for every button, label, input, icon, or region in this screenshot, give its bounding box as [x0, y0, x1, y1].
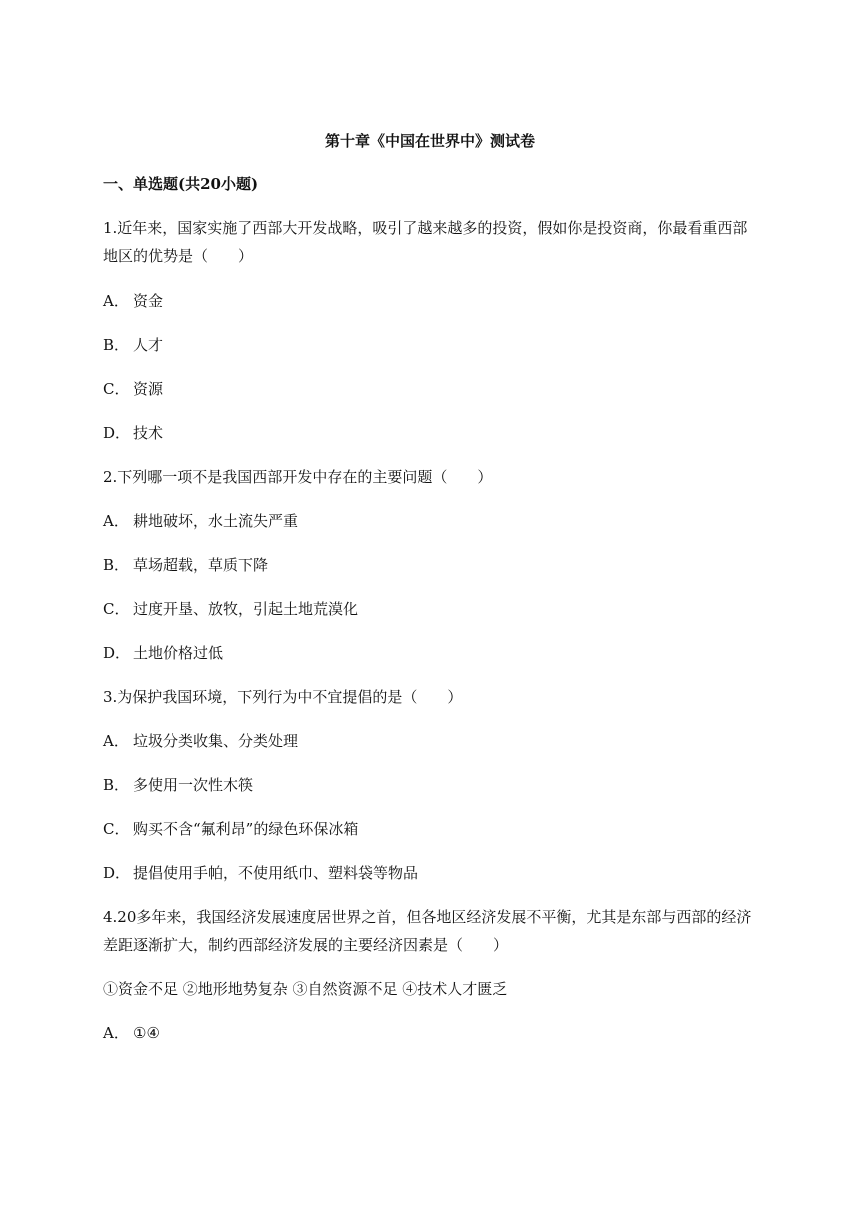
question-1-line-1: 1.近年来，国家实施了西部大开发战略，吸引了越来越多的投资，假如你是投资商，你最看重西部 [103, 219, 748, 237]
question-4-line-1: 4.20多年来，我国经济发展速度居世界之首，但各地区经济发展不平衡，尤其是东部与西部的经济 [103, 908, 752, 926]
option-text: 耕地破坏，水土流失严重 [133, 512, 299, 530]
option-letter: D． [103, 864, 131, 882]
option-letter: A． [103, 512, 129, 530]
option-letter: B． [103, 776, 130, 794]
option-text: ①④ [133, 1024, 160, 1042]
question-3-option-b [103, 774, 253, 796]
option-letter: B． [103, 556, 130, 574]
question-2-option-d [103, 642, 223, 664]
question-4-line-3: ①资金不足 ②地形地势复杂 ③自然资源不足 ④技术人才匮乏 [103, 980, 508, 998]
question-2-option-c [103, 598, 358, 620]
question-3-option-a [103, 730, 298, 752]
option-letter: A． [103, 292, 129, 310]
option-letter: A． [103, 1024, 129, 1042]
question-2-line-1: 2.下列哪一项不是我国西部开发中存在的主要问题（ ） [103, 468, 493, 486]
option-text: 草场超载，草质下降 [133, 556, 269, 574]
question-2-option-b [103, 554, 268, 576]
question-1-option-c [103, 378, 163, 400]
question-1-option-b [103, 334, 163, 356]
option-text: 过度开垦、放牧，引起土地荒漠化 [133, 600, 359, 618]
option-letter: A． [103, 732, 129, 750]
section-heading: 一、单选题(共20小题) [103, 175, 259, 193]
option-text: 多使用一次性木筷 [133, 776, 254, 794]
option-text: 资源 [133, 380, 164, 398]
option-letter: D． [103, 424, 131, 442]
option-text: 技术 [133, 424, 164, 442]
question-1-line-2: 地区的优势是（ ） [103, 247, 254, 265]
option-letter: C． [103, 380, 130, 398]
doc-title: 第十章《中国在世界中》测试卷 [324, 132, 535, 150]
option-text: 人才 [133, 336, 164, 354]
option-letter: D． [103, 644, 131, 662]
option-letter: B． [103, 336, 130, 354]
option-text: 土地价格过低 [133, 644, 224, 662]
question-3-line-1: 3.为保护我国环境，下列行为中不宜提倡的是（ ） [103, 688, 463, 706]
question-1-option-d [103, 422, 163, 444]
question-1-option-a [103, 290, 163, 312]
question-3-option-d [103, 862, 418, 884]
option-text: 提倡使用手帕，不使用纸巾、塑料袋等物品 [133, 864, 419, 882]
question-2-option-a [103, 510, 298, 532]
option-letter: C． [103, 600, 130, 618]
option-letter: C． [103, 820, 130, 838]
question-4-line-2: 差距逐渐扩大，制约西部经济发展的主要经济因素是（ ） [103, 936, 509, 954]
question-3-option-c [103, 818, 358, 840]
question-4-option-a [103, 1022, 160, 1044]
option-text: 垃圾分类收集、分类处理 [133, 732, 299, 750]
option-text: 购买不含“氟利昂”的绿色环保冰箱 [133, 820, 359, 838]
option-text: 资金 [133, 292, 164, 310]
